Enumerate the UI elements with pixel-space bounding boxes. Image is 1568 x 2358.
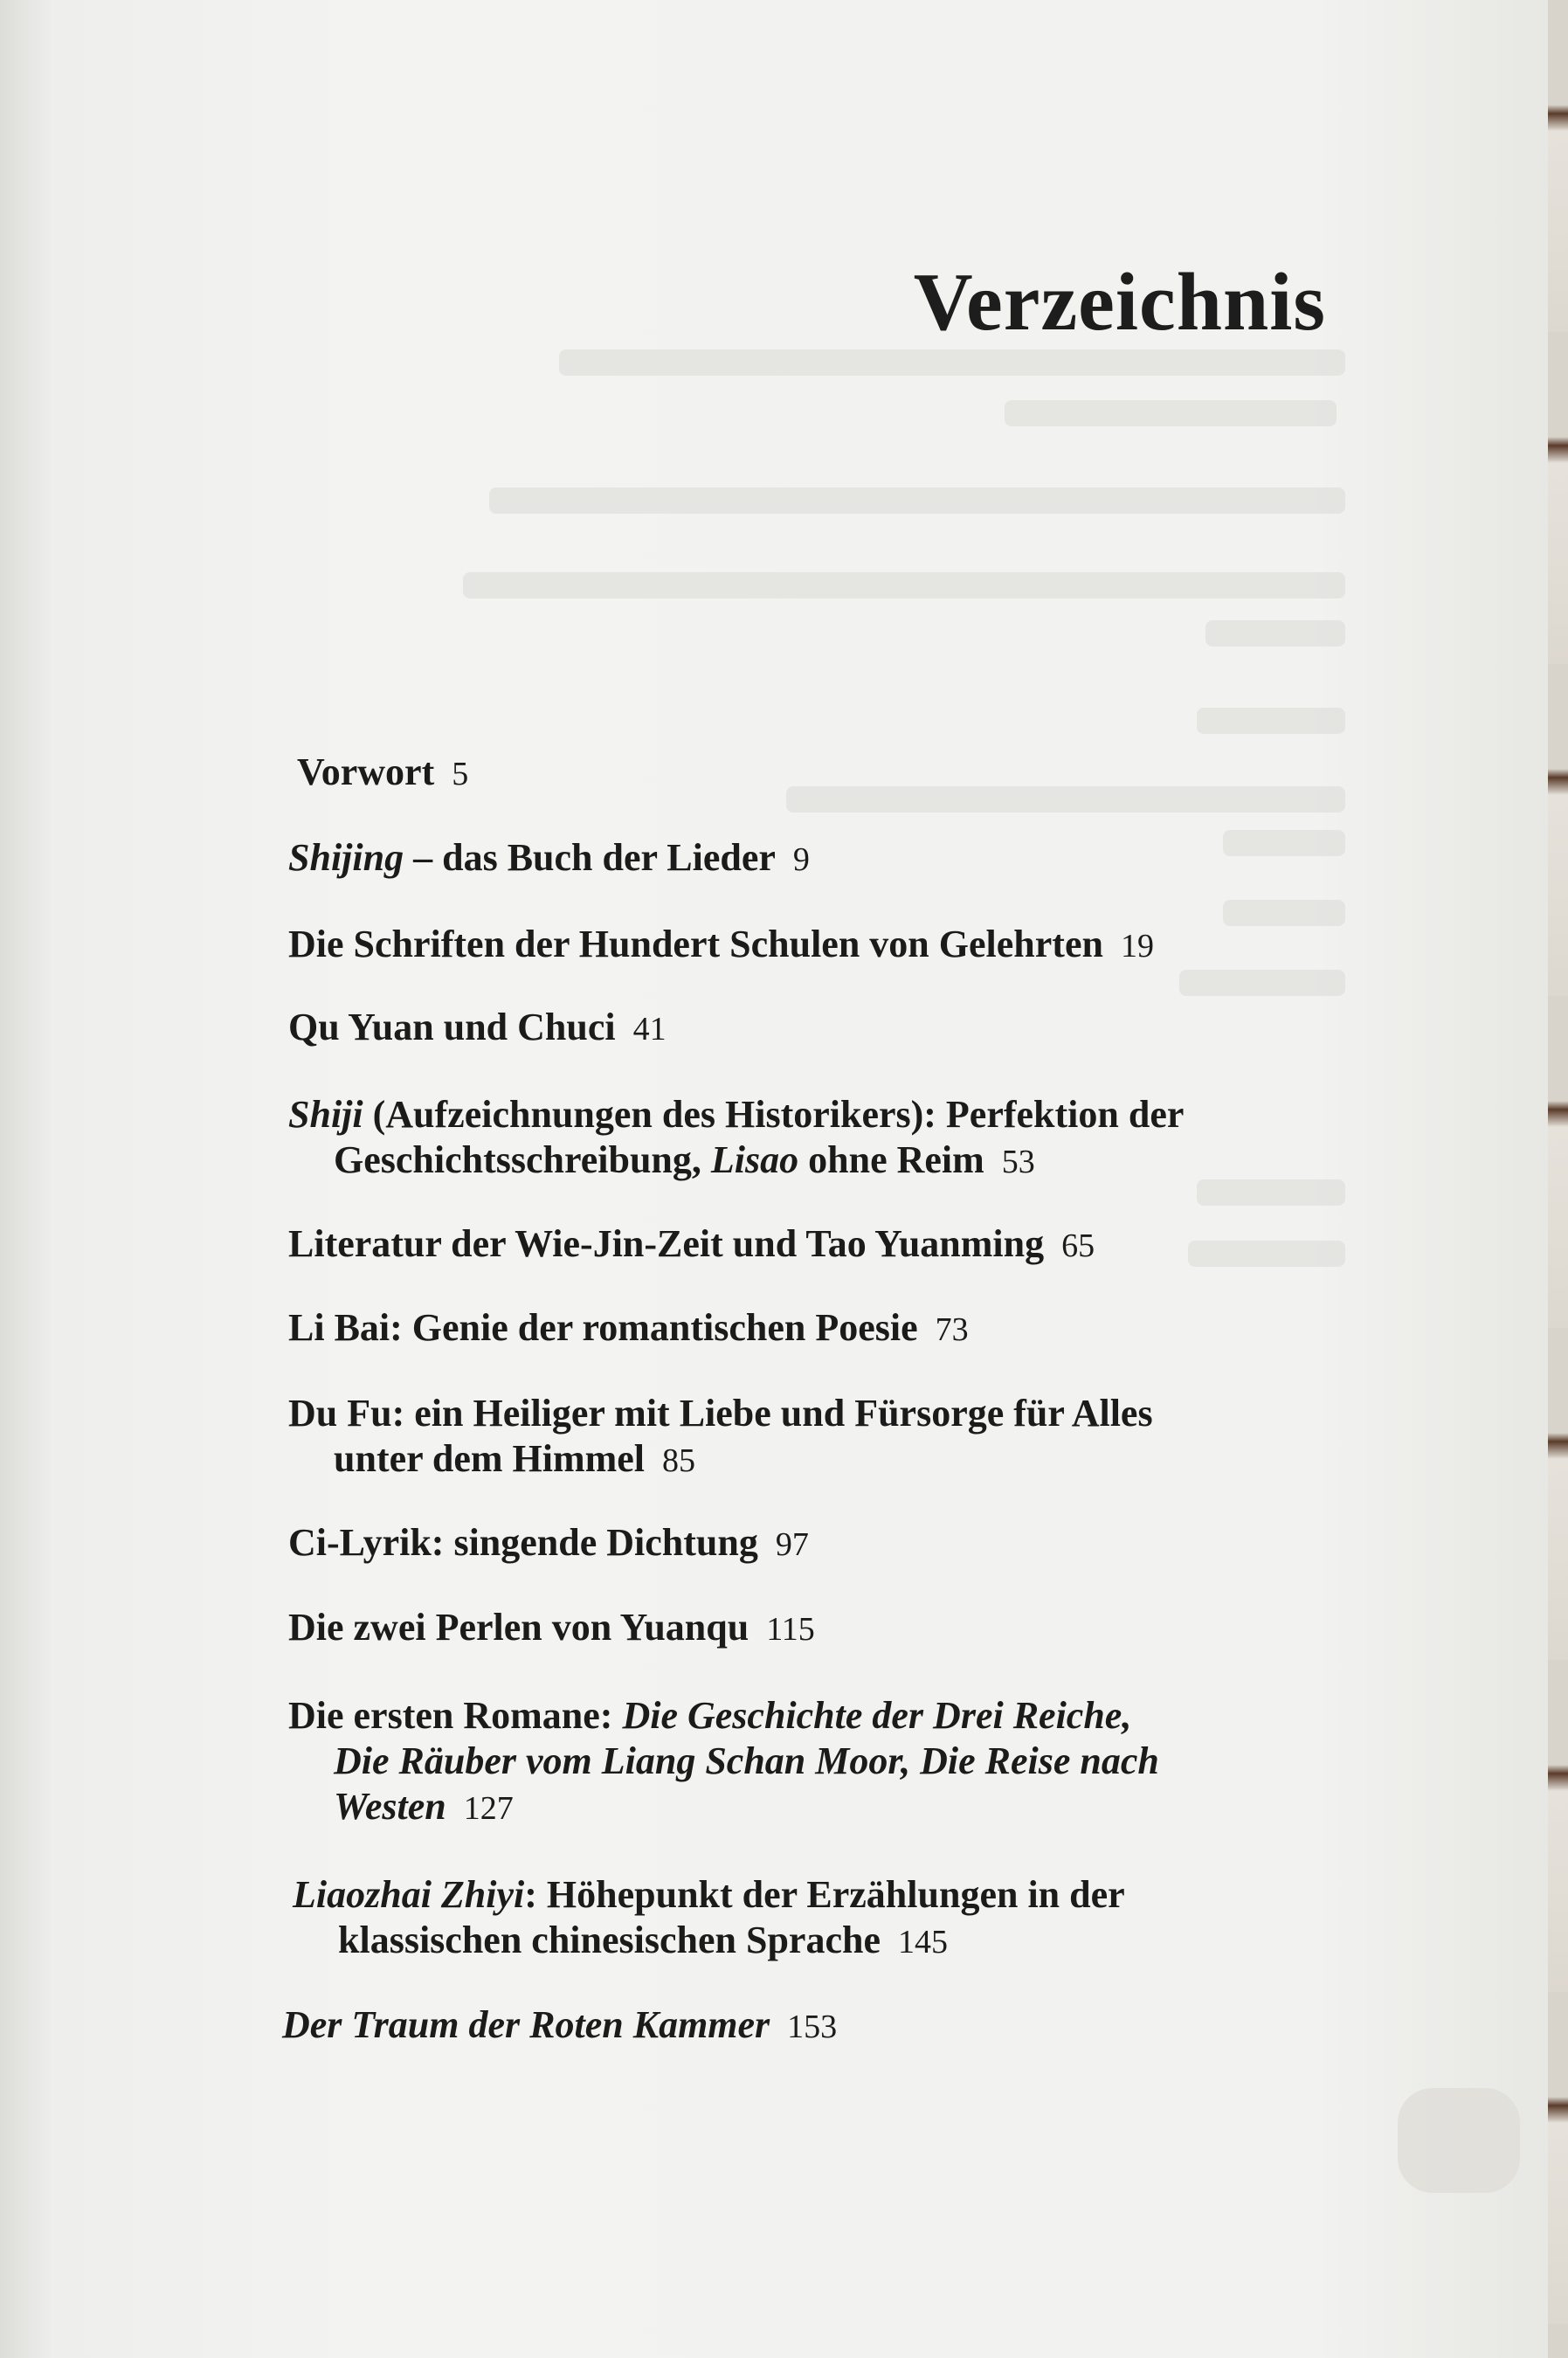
toc-entry-text: ohne Reim bbox=[798, 1138, 984, 1181]
toc-entry-text: : Höhepunkt der Erzählungen in der bbox=[524, 1873, 1125, 1916]
toc-page-number: 9 bbox=[792, 841, 810, 878]
toc-entry-line bbox=[288, 1306, 969, 1349]
toc-entry-continuation bbox=[288, 1436, 1153, 1483]
toc-entry-continuation bbox=[293, 1918, 1125, 1965]
toc-page-number: 53 bbox=[1001, 1144, 1035, 1180]
toc-entry-text: Die ersten Romane: bbox=[288, 1694, 623, 1737]
toc-entry-continuation bbox=[288, 1138, 1184, 1185]
toc-entry-text: Li Bai: Genie der romantischen Poesie bbox=[288, 1306, 918, 1349]
toc-entry-ci-lyrik bbox=[288, 1520, 809, 1567]
toc-entry-text: Die Geschichte der Drei Reiche, bbox=[622, 1694, 1132, 1737]
toc-entry-traum-roten-kammer bbox=[282, 2002, 837, 2050]
toc-entry-text: Shiji bbox=[288, 1093, 363, 1136]
toc-entry-du-fu bbox=[288, 1391, 1153, 1483]
toc-page-number: 41 bbox=[632, 1011, 667, 1048]
toc-entry-vorwort bbox=[297, 750, 468, 797]
toc-entry-text: Geschichtsschreibung, bbox=[334, 1138, 711, 1181]
toc-entry-liaozhai bbox=[293, 1872, 1125, 1965]
toc-entry-line bbox=[293, 1873, 1125, 1916]
toc-page-number: 127 bbox=[463, 1790, 514, 1827]
toc-entry-text: (Aufzeichnungen des Historikers): Perfektion der bbox=[363, 1093, 1185, 1136]
toc-entry-text: unter dem Himmel bbox=[334, 1437, 646, 1480]
toc-entry-text: Westen bbox=[334, 1785, 446, 1828]
toc-entry-wie-jin-zeit bbox=[288, 1221, 1095, 1269]
toc-entry-line bbox=[288, 1222, 1095, 1265]
toc-entry-line bbox=[288, 1006, 667, 1048]
toc-entry-line bbox=[288, 836, 810, 879]
toc-entry-text: Qu Yuan und Chuci bbox=[288, 1006, 616, 1048]
toc-page-number: 115 bbox=[766, 1611, 815, 1648]
toc-page-number: 19 bbox=[1120, 928, 1154, 965]
toc-entry-line bbox=[288, 923, 1154, 965]
toc-entry-hundert-schulen bbox=[288, 922, 1154, 969]
toc-entry-text: Die Räuber vom Liang Schan Moor, Die Reise nach bbox=[334, 1739, 1159, 1782]
toc-entry-line bbox=[288, 1606, 815, 1649]
toc-entry-text: klassischen chinesischen Sprache bbox=[338, 1919, 881, 1961]
toc-page-number: 65 bbox=[1061, 1227, 1095, 1264]
toc-page-number: 153 bbox=[787, 2009, 838, 2045]
toc-entry-qu-yuan bbox=[288, 1005, 667, 1052]
toc-page-number: 73 bbox=[935, 1311, 969, 1348]
toc-entry-text: Literatur der Wie-Jin-Zeit und Tao Yuanming bbox=[288, 1222, 1045, 1265]
toc-page-number: 97 bbox=[775, 1526, 809, 1563]
toc-entry-line bbox=[288, 1694, 1131, 1737]
page-title: Verzeichnis bbox=[913, 257, 1326, 348]
toc-entry-text: – das Buch der Lieder bbox=[404, 836, 776, 879]
paper-stain bbox=[1398, 2088, 1520, 2193]
toc-entry-text: Die zwei Perlen von Yuanqu bbox=[288, 1606, 749, 1649]
toc-entry-yuanqu bbox=[288, 1605, 815, 1652]
toc-entry-line bbox=[288, 1521, 809, 1564]
toc-entry-text: Lisao bbox=[710, 1138, 799, 1181]
page-edge bbox=[1548, 0, 1568, 2358]
toc-entry-line bbox=[288, 1093, 1184, 1136]
toc-entry-text: Die Schriften der Hundert Schulen von Gelehrten bbox=[288, 923, 1103, 965]
toc-entry-text: Du Fu: ein Heiliger mit Liebe und Fürsorge für Alles bbox=[288, 1392, 1153, 1435]
toc-entry-text: Der Traum der Roten Kammer bbox=[282, 2003, 770, 2046]
toc-page-number: 5 bbox=[452, 756, 469, 792]
toc-entry-shiji bbox=[288, 1092, 1184, 1185]
toc-entry-text: Ci-Lyrik: singende Dichtung bbox=[288, 1521, 758, 1564]
toc-page-number: 145 bbox=[897, 1924, 948, 1960]
toc-entry-line bbox=[282, 2003, 837, 2046]
toc-entry-continuation bbox=[288, 1784, 1159, 1831]
toc-page-number: 85 bbox=[662, 1442, 696, 1479]
toc-entry-ersten-romane bbox=[288, 1693, 1159, 1831]
toc-entry-continuation bbox=[288, 1739, 1159, 1784]
toc-entry-line bbox=[288, 1392, 1153, 1435]
toc-entry-text: Shijing bbox=[288, 836, 404, 879]
toc-entry-li-bai bbox=[288, 1305, 969, 1352]
toc-entry-line bbox=[297, 750, 468, 793]
toc-entry-shijing bbox=[288, 835, 810, 882]
toc-entry-text: Liaozhai Zhiyi bbox=[293, 1873, 525, 1916]
toc-entry-text: Vorwort bbox=[297, 750, 435, 793]
